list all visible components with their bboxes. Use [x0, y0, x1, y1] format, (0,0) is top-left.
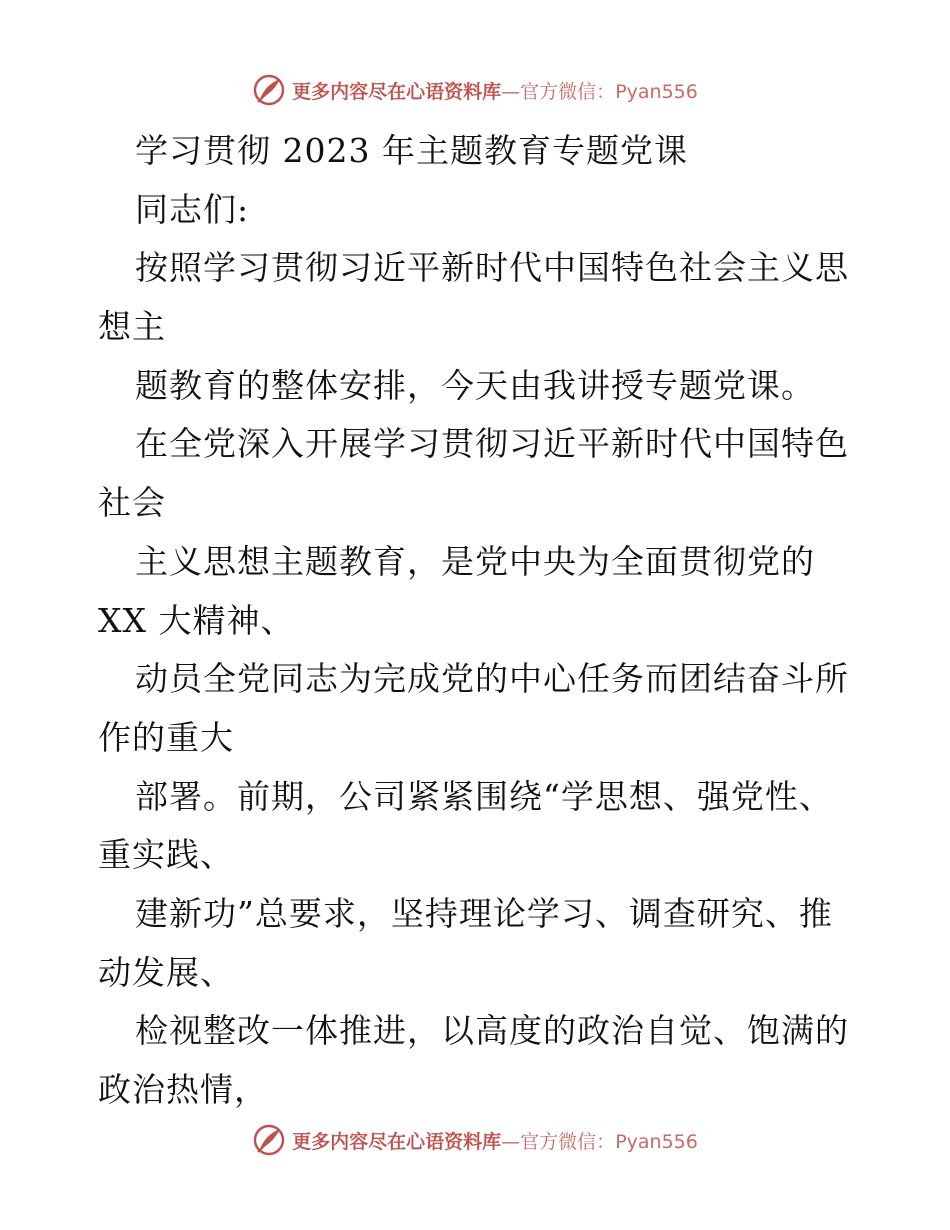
document-line: 动发展、: [98, 952, 234, 992]
document-line: 想主: [98, 307, 166, 347]
document-line: 同志们:: [135, 189, 250, 229]
feather-pen-logo-icon: [252, 73, 286, 107]
document-line: 作的重大: [98, 717, 234, 757]
watermark-main-text: 更多内容尽在心语资料库: [292, 1130, 502, 1153]
document-line: 检视整改一体推进，以高度的政治自觉、饱满的: [135, 1011, 849, 1051]
watermark-text: [292, 1127, 698, 1154]
document-line: 主义思想主题教育，是党中央为全面贯彻党的: [135, 541, 815, 581]
watermark-main-text: 更多内容尽在心语资料库: [292, 80, 502, 103]
document-line: XX 大精神、: [98, 600, 295, 640]
document-line: 社会: [98, 483, 166, 523]
watermark-wechat-id: Pyan556: [615, 1130, 698, 1153]
document-line: 建新功”总要求，坚持理论学习、调查研究、推: [135, 893, 833, 933]
feather-pen-logo-icon: [252, 1123, 286, 1157]
watermark-separator: —: [501, 1130, 521, 1153]
document-line: 政治热情，: [98, 1070, 268, 1109]
watermark-text: [292, 77, 698, 104]
document-line: 部署。前期，公司紧紧围绕“学思想、强党性、: [135, 776, 833, 816]
document-body: [98, 122, 858, 1120]
watermark-separator: —: [501, 80, 521, 103]
document-line: 动员全党同志为完成党的中心任务而团结奋斗所: [135, 659, 849, 699]
watermark-banner-top: [0, 70, 950, 110]
document-line: 题教育的整体安排，今天由我讲授专题党课。: [135, 365, 815, 405]
watermark-wechat-label: 官方微信：: [520, 80, 616, 103]
document-line: 按照学习贯彻习近平新时代中国特色社会主义思: [135, 248, 849, 288]
watermark-wechat-label: 官方微信：: [520, 1130, 616, 1153]
watermark-wechat-id: Pyan556: [615, 80, 698, 103]
watermark-banner-bottom: [0, 1120, 950, 1160]
document-line: 重实践、: [98, 835, 234, 875]
document-title: 学习贯彻 2023 年主题教育专题党课: [135, 131, 688, 170]
document-line: 在全党深入开展学习贯彻习近平新时代中国特色: [135, 424, 849, 464]
